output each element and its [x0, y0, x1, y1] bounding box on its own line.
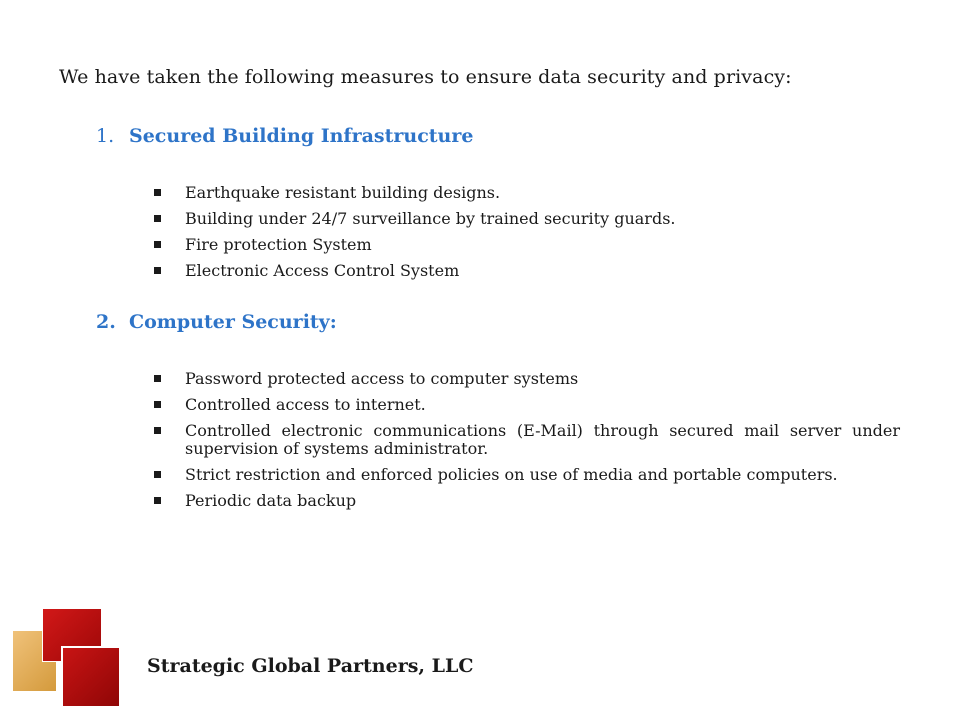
- section-heading-computer: [96, 311, 337, 333]
- section-title: Computer Security:: [129, 311, 337, 333]
- logo-red-square-bottom: [61, 646, 121, 708]
- intro-text: We have taken the following measures to ensure data security and privacy:: [59, 66, 792, 88]
- bullet-list-building: [150, 184, 900, 288]
- list-item: Password protected access to computer systems: [150, 370, 900, 388]
- list-item: Controlled electronic communications (E-Mail) through secured mail server under supervision of systems administrator.: [150, 422, 900, 458]
- square-bullet-icon: [154, 375, 161, 382]
- square-bullet-icon: [154, 241, 161, 248]
- company-name: Strategic Global Partners, LLC: [147, 655, 474, 677]
- square-bullet-icon: [154, 497, 161, 504]
- square-bullet-icon: [154, 267, 161, 274]
- section-title: Secured Building Infrastructure: [129, 125, 474, 147]
- list-item: Fire protection System: [150, 236, 900, 254]
- list-item: Building under 24/7 surveillance by trained security guards.: [150, 210, 900, 228]
- list-item: Electronic Access Control System: [150, 262, 900, 280]
- section-heading-building: [96, 125, 473, 147]
- list-item: Periodic data backup: [150, 492, 900, 510]
- square-bullet-icon: [154, 189, 161, 196]
- list-item: Strict restriction and enforced policies on use of media and portable computers.: [150, 466, 900, 484]
- square-bullet-icon: [154, 215, 161, 222]
- list-item: Controlled access to internet.: [150, 396, 900, 414]
- square-bullet-icon: [154, 471, 161, 478]
- section-number: 1.: [96, 125, 115, 147]
- square-bullet-icon: [154, 427, 161, 434]
- square-bullet-icon: [154, 401, 161, 408]
- company-logo: [13, 606, 117, 704]
- list-item: Earthquake resistant building designs.: [150, 184, 900, 202]
- section-number: 2.: [96, 311, 116, 333]
- bullet-list-computer: [150, 370, 900, 518]
